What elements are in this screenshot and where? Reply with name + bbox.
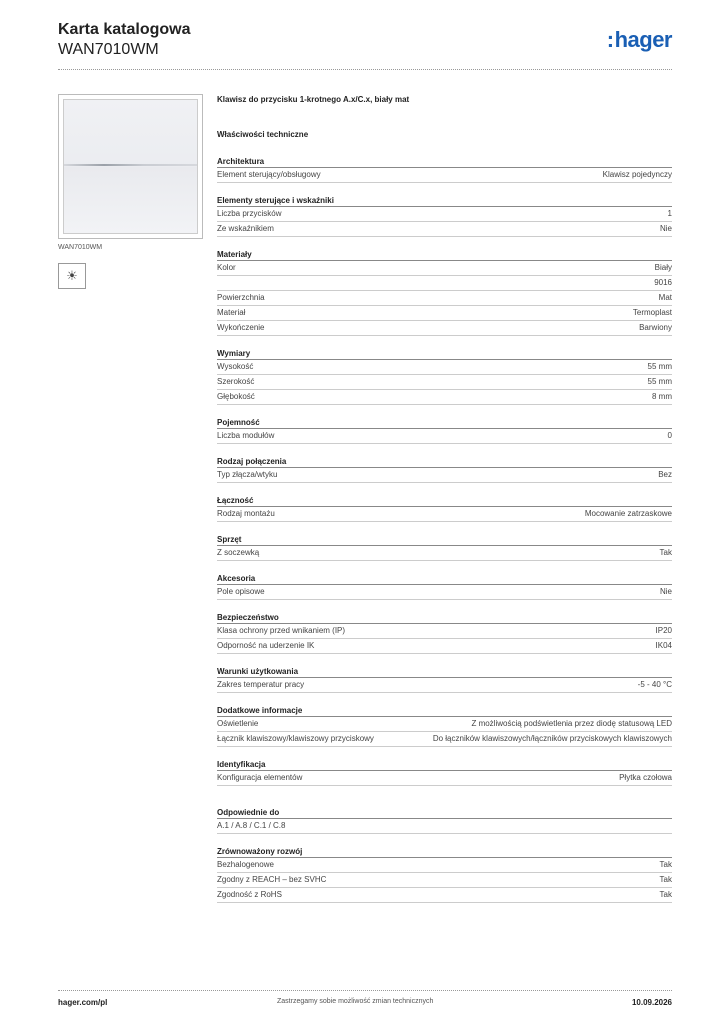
spec-row: [217, 585, 672, 600]
spec-value: 0: [667, 431, 672, 440]
spec-label: Pole opisowe: [217, 587, 265, 596]
spec-value: 8 mm: [652, 392, 672, 401]
spec-row: [217, 858, 672, 873]
spec-row: [217, 819, 672, 834]
product-description: Klawisz do przycisku 1-krotnego A.x/C.x, biały mat: [217, 95, 410, 104]
spec-section: [217, 807, 672, 834]
spec-label: Zgodność z RoHS: [217, 889, 282, 899]
footer-notice: Zastrzegamy sobie możliwość zmian technicznych: [277, 998, 434, 1005]
spec-row: [217, 732, 672, 747]
spec-value: Termoplast: [632, 308, 672, 317]
spec-section: [217, 612, 672, 654]
spec-value: 55 mm: [647, 377, 672, 386]
spec-label: Rodzaj montażu: [217, 509, 275, 518]
section-title: Akcesoria: [217, 573, 672, 585]
spec-section: [217, 534, 672, 561]
spec-row: [217, 873, 672, 888]
section-title: Odpowiednie do: [217, 807, 672, 819]
spec-value: IK04: [655, 641, 672, 650]
spec-row: [217, 390, 672, 405]
product-image: [58, 94, 203, 239]
spec-value: 9016: [654, 278, 672, 287]
spec-label: Szerokość: [217, 377, 255, 386]
spec-section: [217, 666, 672, 693]
section-title: Rodzaj połączenia: [217, 456, 672, 468]
spec-row: [217, 771, 672, 786]
spec-section: [217, 456, 672, 483]
spec-label: Z soczewką: [217, 548, 260, 557]
spec-value: Mat: [658, 293, 672, 302]
spec-section: [217, 156, 672, 183]
spec-value: -5 - 40 °C: [637, 680, 672, 689]
spec-row: [217, 468, 672, 483]
spec-row: [217, 717, 672, 732]
footer-date: 10.09.2026: [631, 998, 672, 1007]
spec-sections: [217, 156, 672, 903]
section-title: Zrównoważony rozwój: [217, 846, 672, 858]
spec-label: Bezhalogenowe: [217, 859, 274, 869]
spec-label: Wysokość: [217, 362, 254, 371]
spec-value: 1: [667, 209, 672, 218]
spec-section: [217, 249, 672, 336]
spec-label: Powierzchnia: [217, 293, 265, 302]
spec-label: Klasa ochrony przed wnikaniem (IP): [217, 626, 346, 635]
tech-heading: Właściwości techniczne: [217, 130, 309, 139]
spec-row: [217, 306, 672, 321]
spec-label: Liczba przycisków: [217, 209, 282, 218]
section-title: Łączność: [217, 495, 672, 507]
spec-value: Tak: [659, 874, 672, 884]
spec-label: Ze wskaźnikiem: [217, 224, 274, 233]
spec-label: Głębokość: [217, 392, 255, 401]
section-title: Bezpieczeństwo: [217, 612, 672, 624]
lamp-icon: ☀: [58, 263, 86, 289]
spec-row: [217, 321, 672, 336]
section-title: Architektura: [217, 156, 672, 168]
spec-section: [217, 573, 672, 600]
spec-value: Z możliwością podświetlenia przez diodę statusową LED: [471, 719, 672, 728]
spec-label: Kolor: [217, 263, 236, 272]
spec-value: Nie: [659, 587, 672, 596]
spec-row: [217, 375, 672, 390]
spec-value: Do łączników klawiszowych/łączników przyciskowych klawiszowych: [432, 734, 672, 743]
spec-section: [217, 846, 672, 903]
spec-row: [217, 678, 672, 693]
spec-row: [217, 261, 672, 276]
spec-value: Bez: [658, 470, 672, 479]
spec-value: IP20: [655, 626, 672, 635]
section-title: Elementy sterujące i wskaźniki: [217, 195, 672, 207]
spec-label: [217, 276, 227, 290]
spec-value: Tak: [659, 548, 672, 557]
spec-label: Odporność na uderzenie IK: [217, 641, 315, 650]
section-title: Sprzęt: [217, 534, 672, 546]
image-caption: WAN7010WM: [58, 244, 103, 251]
spec-label: Oświetlenie: [217, 719, 259, 728]
spec-row: [217, 624, 672, 639]
spec-row: [217, 276, 672, 291]
spec-label: A.1 / A.8 / C.1 / C.8: [217, 820, 286, 830]
spec-section: [217, 705, 672, 747]
section-title: Pojemność: [217, 417, 672, 429]
spec-value: Barwiony: [639, 323, 672, 332]
spec-label: Zgodny z REACH – bez SVHC: [217, 874, 327, 884]
spec-row: [217, 222, 672, 237]
spec-section: [217, 348, 672, 405]
page-title: Karta katalogowa: [58, 21, 191, 38]
spec-label: Typ złącza/wtyku: [217, 470, 278, 479]
spec-label: Łącznik klawiszowy/klawiszowy przyciskowy: [217, 734, 374, 743]
section-title: Warunki użytkowania: [217, 666, 672, 678]
spec-value: 55 mm: [647, 362, 672, 371]
section-title: Dodatkowe informacje: [217, 705, 672, 717]
spec-row: [217, 546, 672, 561]
spec-value: Klawisz pojedynczy: [602, 170, 672, 179]
spec-content: [217, 95, 672, 903]
spec-label: Zakres temperatur pracy: [217, 680, 305, 689]
spec-value: Biały: [654, 263, 672, 272]
spec-row: [217, 291, 672, 306]
hager-logo: :hager: [606, 27, 672, 52]
spec-label: Konfiguracja elementów: [217, 772, 303, 782]
spec-row: [217, 888, 672, 903]
section-title: Wymiary: [217, 348, 672, 360]
header-divider: [58, 69, 672, 70]
spec-row: [217, 168, 672, 183]
document-header: [58, 20, 190, 59]
spec-section: [217, 195, 672, 237]
spec-label: Materiał: [217, 308, 246, 317]
spec-section: [217, 417, 672, 444]
product-code: WAN7010WM: [58, 41, 159, 58]
spec-row: [217, 207, 672, 222]
section-title: Materiały: [217, 249, 672, 261]
spec-value: Płytka czołowa: [619, 772, 672, 782]
spec-row: [217, 429, 672, 444]
spec-section: [217, 495, 672, 522]
section-title: Identyfikacja: [217, 759, 672, 771]
spec-row: [217, 360, 672, 375]
spec-label: Wykończenie: [217, 323, 265, 332]
spec-label: Element sterujący/obsługowy: [217, 170, 321, 179]
spec-label: Liczba modułów: [217, 431, 275, 440]
spec-section: [217, 759, 672, 786]
spec-value: Tak: [659, 889, 672, 899]
spec-value: Mocowanie zatrzaskowe: [584, 509, 672, 518]
spec-value: Nie: [659, 224, 672, 233]
spec-row: [217, 507, 672, 522]
footer-website: hager.com/pl: [58, 998, 108, 1007]
spec-row: [217, 639, 672, 654]
spec-value: Tak: [659, 859, 672, 869]
footer-divider: [58, 990, 672, 991]
